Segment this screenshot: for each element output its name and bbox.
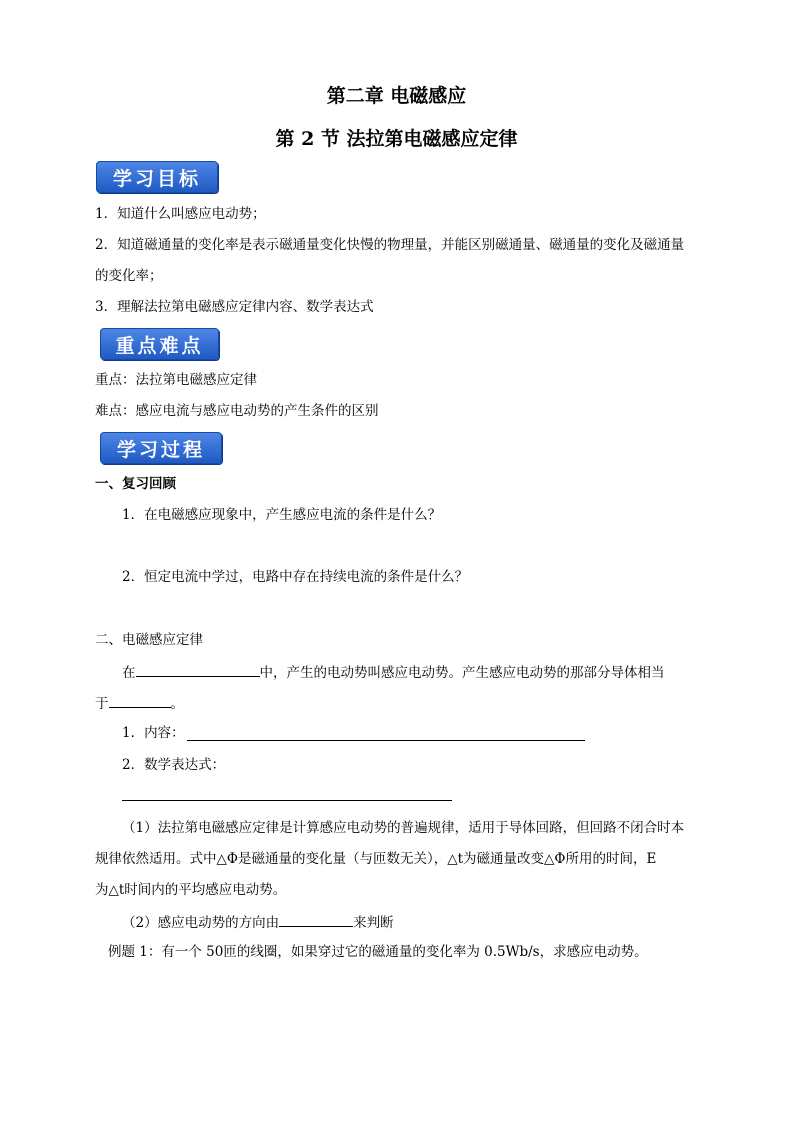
note-1-line1: （1）法拉第电磁感应定律是计算感应电动势的普遍规律，适用于导体回路，但回路不闭合时本 bbox=[122, 820, 685, 836]
law-paragraph-line1 bbox=[122, 662, 665, 682]
note-2 bbox=[122, 912, 394, 932]
fill-blank-equivalent bbox=[109, 693, 171, 708]
difficult-point-text: 难点：感应电流与感应电动势的产生条件的区别 bbox=[95, 403, 379, 419]
law-paragraph-prefix: 在 bbox=[122, 665, 136, 681]
goal-item-2-line1: 2．知道磁通量的变化率是表示磁通量变化快慢的物理量，并能区别磁通量、磁通量的变化及磁通量 bbox=[95, 237, 685, 253]
learning-goals-badge bbox=[96, 161, 218, 193]
fill-line-content bbox=[187, 740, 585, 741]
law-heading: 二、电磁感应定律 bbox=[95, 632, 203, 648]
fill-blank-direction bbox=[279, 912, 353, 927]
law-paragraph-suffix: 中，产生的电动势叫感应电动势。产生感应电动势的那部分导体相当 bbox=[259, 665, 665, 681]
key-point-text: 重点：法拉第电磁感应定律 bbox=[95, 372, 257, 388]
key-points-badge bbox=[100, 328, 219, 360]
review-question-2: 2．恒定电流中学过，电路中存在持续电流的条件是什么？ bbox=[122, 569, 469, 585]
law-paragraph-line2-suffix: 。 bbox=[170, 696, 184, 712]
example-1: 例题 1：有一个 50匝的线圈，如果穿过它的磁通量的变化率为 0.5Wb/s，求感应电动势。 bbox=[108, 944, 648, 960]
law-content-label: 1．内容： bbox=[122, 725, 185, 741]
fill-blank-condition bbox=[136, 662, 260, 677]
key-points-badge-label: 重点难点 bbox=[115, 334, 204, 357]
fill-line-formula bbox=[122, 800, 452, 801]
law-paragraph-line2 bbox=[95, 693, 184, 713]
learning-goals-badge-label: 学习目标 bbox=[112, 167, 201, 190]
review-question-1: 1．在电磁感应现象中，产生感应电流的条件是什么？ bbox=[122, 507, 442, 523]
goal-item-2-line2: 的变化率； bbox=[95, 268, 163, 284]
learning-process-badge bbox=[100, 432, 222, 464]
learning-process-badge-label: 学习过程 bbox=[116, 438, 205, 461]
law-formula-label: 2．数学表达式： bbox=[122, 757, 226, 773]
goal-item-3: 3．理解法拉第电磁感应定律内容、数学表达式 bbox=[95, 299, 374, 315]
note-1-line2: 规律依然适用。式中△Φ是磁通量的变化量（与匝数无关），△t为磁通量改变△Φ所用的时间，E bbox=[95, 851, 657, 867]
section-title: 第 2 节 法拉第电磁感应定律 bbox=[275, 128, 518, 150]
note-1-line3: 为△t时间内的平均感应电动势。 bbox=[95, 882, 287, 898]
law-paragraph-line2-prefix: 于 bbox=[95, 696, 109, 712]
review-heading: 一、复习回顾 bbox=[95, 476, 176, 492]
chapter-title: 第二章 电磁感应 bbox=[326, 85, 467, 107]
note-2-prefix: （2）感应电动势的方向由 bbox=[122, 915, 280, 931]
goal-item-1: 1．知道什么叫感应电动势； bbox=[95, 206, 266, 222]
note-2-suffix: 来判断 bbox=[353, 915, 394, 931]
